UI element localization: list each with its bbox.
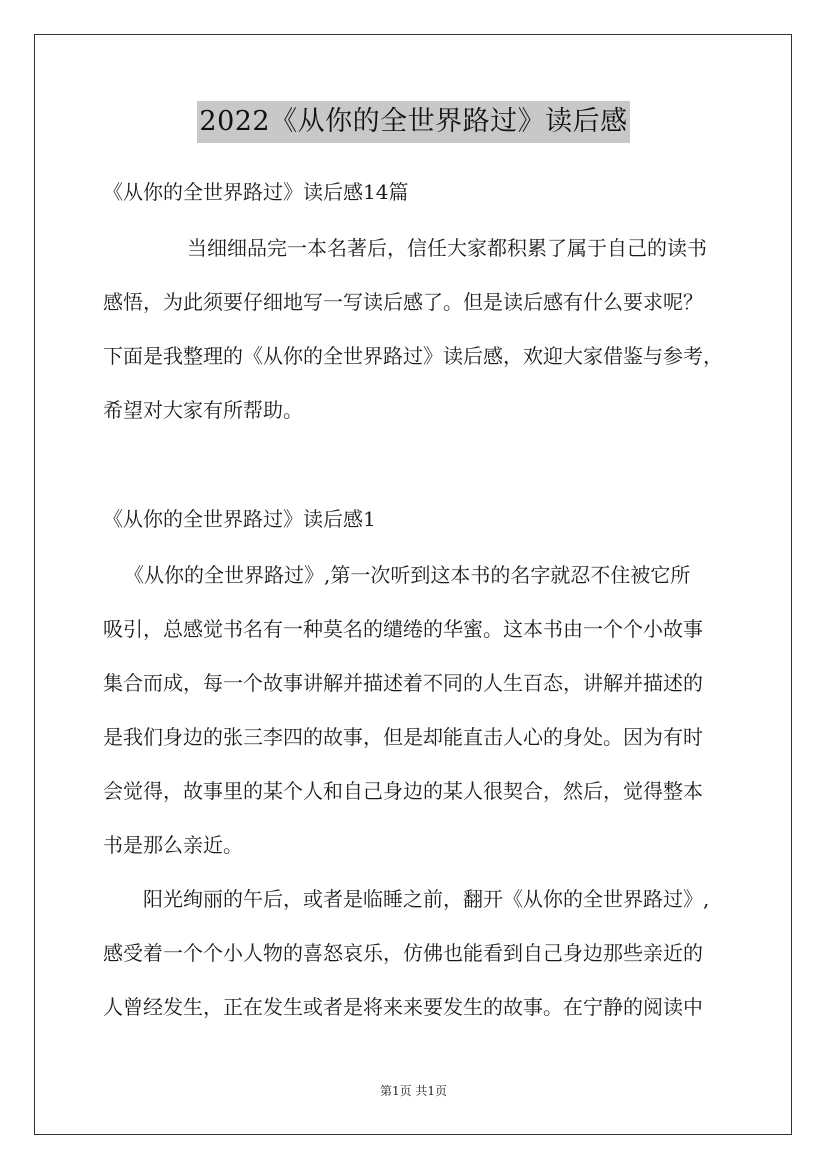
- paragraph-line: 人曾经发生，正在发生或者是将来来要发生的故事。在宁静的阅读中: [103, 995, 703, 1019]
- paragraph-line: 集合而成，每一个故事讲解并描述着不同的人生百态，讲解并描述的: [103, 671, 703, 695]
- intro-line: 下面是我整理的《从你的全世界路过》读后感，欢迎大家借鉴与参考，: [103, 344, 723, 368]
- intro-line: 感悟，为此须要仔细地写一写读后感了。但是读后感有什么要求呢？: [103, 290, 703, 314]
- document-title: 2022《从你的全世界路过》读后感: [197, 101, 629, 143]
- intro-line: 希望对大家有所帮助。: [103, 398, 303, 422]
- intro-line: 当细细品完一本名著后，信任大家都积累了属于自己的读书: [187, 236, 707, 260]
- paragraph-line: 《从你的全世界路过》,第一次听到这本书的名字就忍不住被它所: [124, 563, 691, 587]
- page-number-footer: 第1页 共1页: [379, 1084, 448, 1098]
- paragraph-line: 感受着一个个小人物的喜怒哀乐，仿佛也能看到自己身边那些亲近的: [103, 941, 703, 965]
- paragraph-line: 会觉得，故事里的某个人和自己身边的某人很契合，然后，觉得整本: [103, 779, 703, 803]
- section-heading: 《从你的全世界路过》读后感1: [103, 507, 376, 531]
- paragraph-line: 书是那么亲近。: [103, 833, 243, 857]
- paragraph-line: 吸引，总感觉书名有一种莫名的缱绻的华蜜。这本书由一个个小故事: [103, 617, 703, 641]
- document-subtitle: 《从你的全世界路过》读后感14篇: [103, 180, 409, 204]
- title-container: [0, 101, 827, 143]
- paragraph-line: 是我们身边的张三李四的故事，但是却能直击人心的身处。因为有时: [103, 725, 703, 749]
- paragraph-line: 阳光绚丽的午后，或者是临睡之前，翻开《从你的全世界路过》,: [143, 887, 710, 911]
